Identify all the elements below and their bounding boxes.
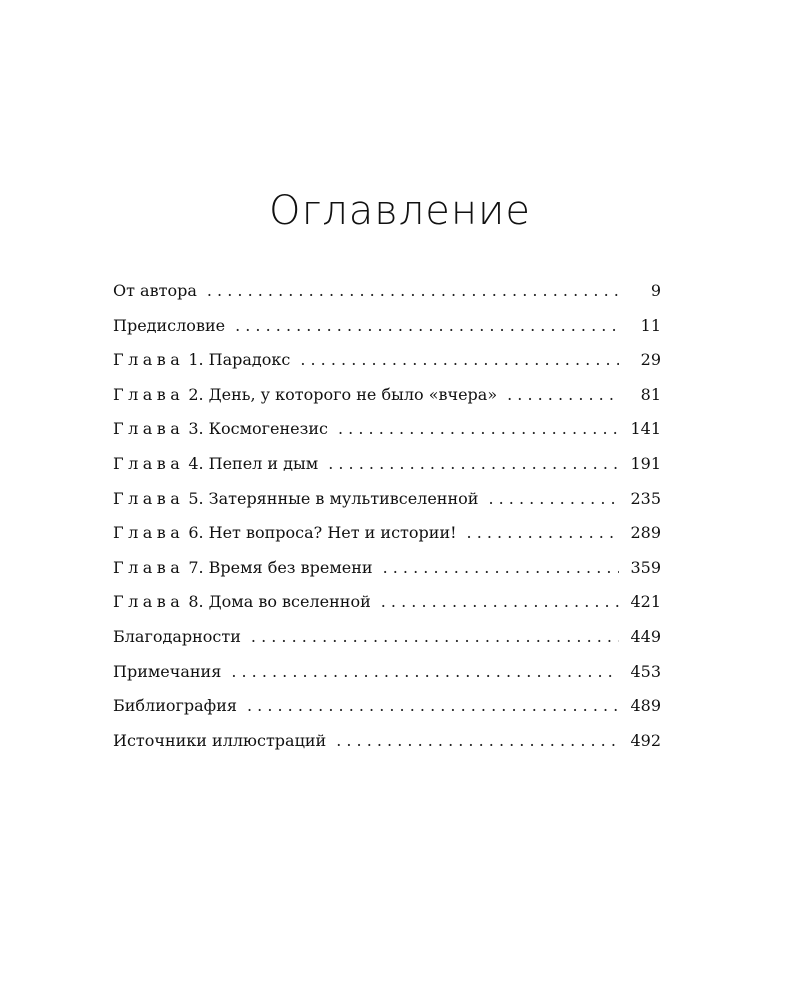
chapter-prefix: Глава xyxy=(113,350,185,370)
entry-title: Дома во вселенной xyxy=(208,592,371,612)
entry-title: Нет вопроса? Нет и истории! xyxy=(208,523,457,543)
toc-entry[interactable] xyxy=(113,345,661,380)
page-number: 9 xyxy=(650,281,661,300)
chapter-prefix: Глава xyxy=(113,453,185,473)
dot-leader xyxy=(300,345,619,375)
dot-leader xyxy=(235,311,619,341)
chapter-number: 1. xyxy=(188,350,204,370)
toc-entry[interactable] xyxy=(113,726,661,761)
chapter-number: 3. xyxy=(188,419,204,439)
page-number: 289 xyxy=(630,523,661,543)
page-number: 81 xyxy=(640,384,661,404)
toc-entry[interactable] xyxy=(113,587,661,622)
chapter-prefix: Глава xyxy=(113,384,185,404)
toc-entry[interactable] xyxy=(113,553,661,588)
toc-entry[interactable] xyxy=(113,380,661,415)
dot-leader xyxy=(338,414,619,444)
dot-leader xyxy=(507,380,619,410)
entry-title: Парадокс xyxy=(208,350,291,370)
chapter-prefix: Глава xyxy=(113,419,185,439)
chapter-prefix: Глава xyxy=(113,557,185,577)
toc-entry[interactable] xyxy=(113,691,661,726)
page-number: 492 xyxy=(630,730,661,750)
dot-leader xyxy=(247,691,619,721)
page-title: Оглавление xyxy=(269,188,531,234)
dot-leader xyxy=(488,484,619,514)
page-number: 453 xyxy=(630,661,661,681)
dot-leader xyxy=(467,518,619,548)
entry-title: Источники иллюстраций xyxy=(113,730,327,750)
entry-title: Примечания xyxy=(113,661,222,681)
page-number: 359 xyxy=(630,557,661,577)
chapter-number: 6. xyxy=(188,523,204,543)
page-number: 11 xyxy=(640,315,661,335)
chapter-prefix: Глава xyxy=(113,523,185,543)
entry-title: День, у которого не было «вчера» xyxy=(208,384,498,404)
entry-title: От автора xyxy=(113,281,197,300)
chapter-prefix: Глава xyxy=(113,592,185,612)
page-number: 29 xyxy=(640,350,661,370)
page-number: 489 xyxy=(630,696,661,716)
dot-leader xyxy=(251,622,619,652)
toc-entry[interactable] xyxy=(113,518,661,553)
toc-entry[interactable] xyxy=(113,276,661,311)
dot-leader xyxy=(231,657,619,687)
table-of-contents xyxy=(113,276,661,760)
entry-title: Предисловие xyxy=(113,315,226,335)
chapter-number: 5. xyxy=(188,488,204,508)
page-number: 141 xyxy=(630,419,661,439)
chapter-prefix: Глава xyxy=(113,488,185,508)
entry-title: Время без времени xyxy=(208,557,373,577)
toc-entry[interactable] xyxy=(113,311,661,346)
chapter-number: 4. xyxy=(188,453,204,473)
toc-entry[interactable] xyxy=(113,657,661,692)
chapter-number: 2. xyxy=(188,384,204,404)
dot-leader xyxy=(207,276,619,306)
entry-title: Затерянные в мультивселенной xyxy=(208,488,479,508)
dot-leader xyxy=(336,726,619,756)
page-number: 421 xyxy=(630,592,661,612)
dot-leader xyxy=(381,587,619,617)
page-number: 191 xyxy=(630,453,661,473)
entry-title: Благодарности xyxy=(113,626,241,646)
toc-entry[interactable] xyxy=(113,449,661,484)
page-number: 235 xyxy=(630,488,661,508)
page-number: 449 xyxy=(630,626,661,646)
entry-title: Пепел и дым xyxy=(208,453,319,473)
chapter-number: 7. xyxy=(188,557,204,577)
toc-entry[interactable] xyxy=(113,484,661,519)
entry-title: Библиография xyxy=(113,696,237,716)
dot-leader xyxy=(383,553,619,583)
dot-leader xyxy=(328,449,619,479)
chapter-number: 8. xyxy=(188,592,204,612)
toc-entry[interactable] xyxy=(113,622,661,657)
toc-entry[interactable] xyxy=(113,414,661,449)
entry-title: Космогенезис xyxy=(208,419,328,439)
